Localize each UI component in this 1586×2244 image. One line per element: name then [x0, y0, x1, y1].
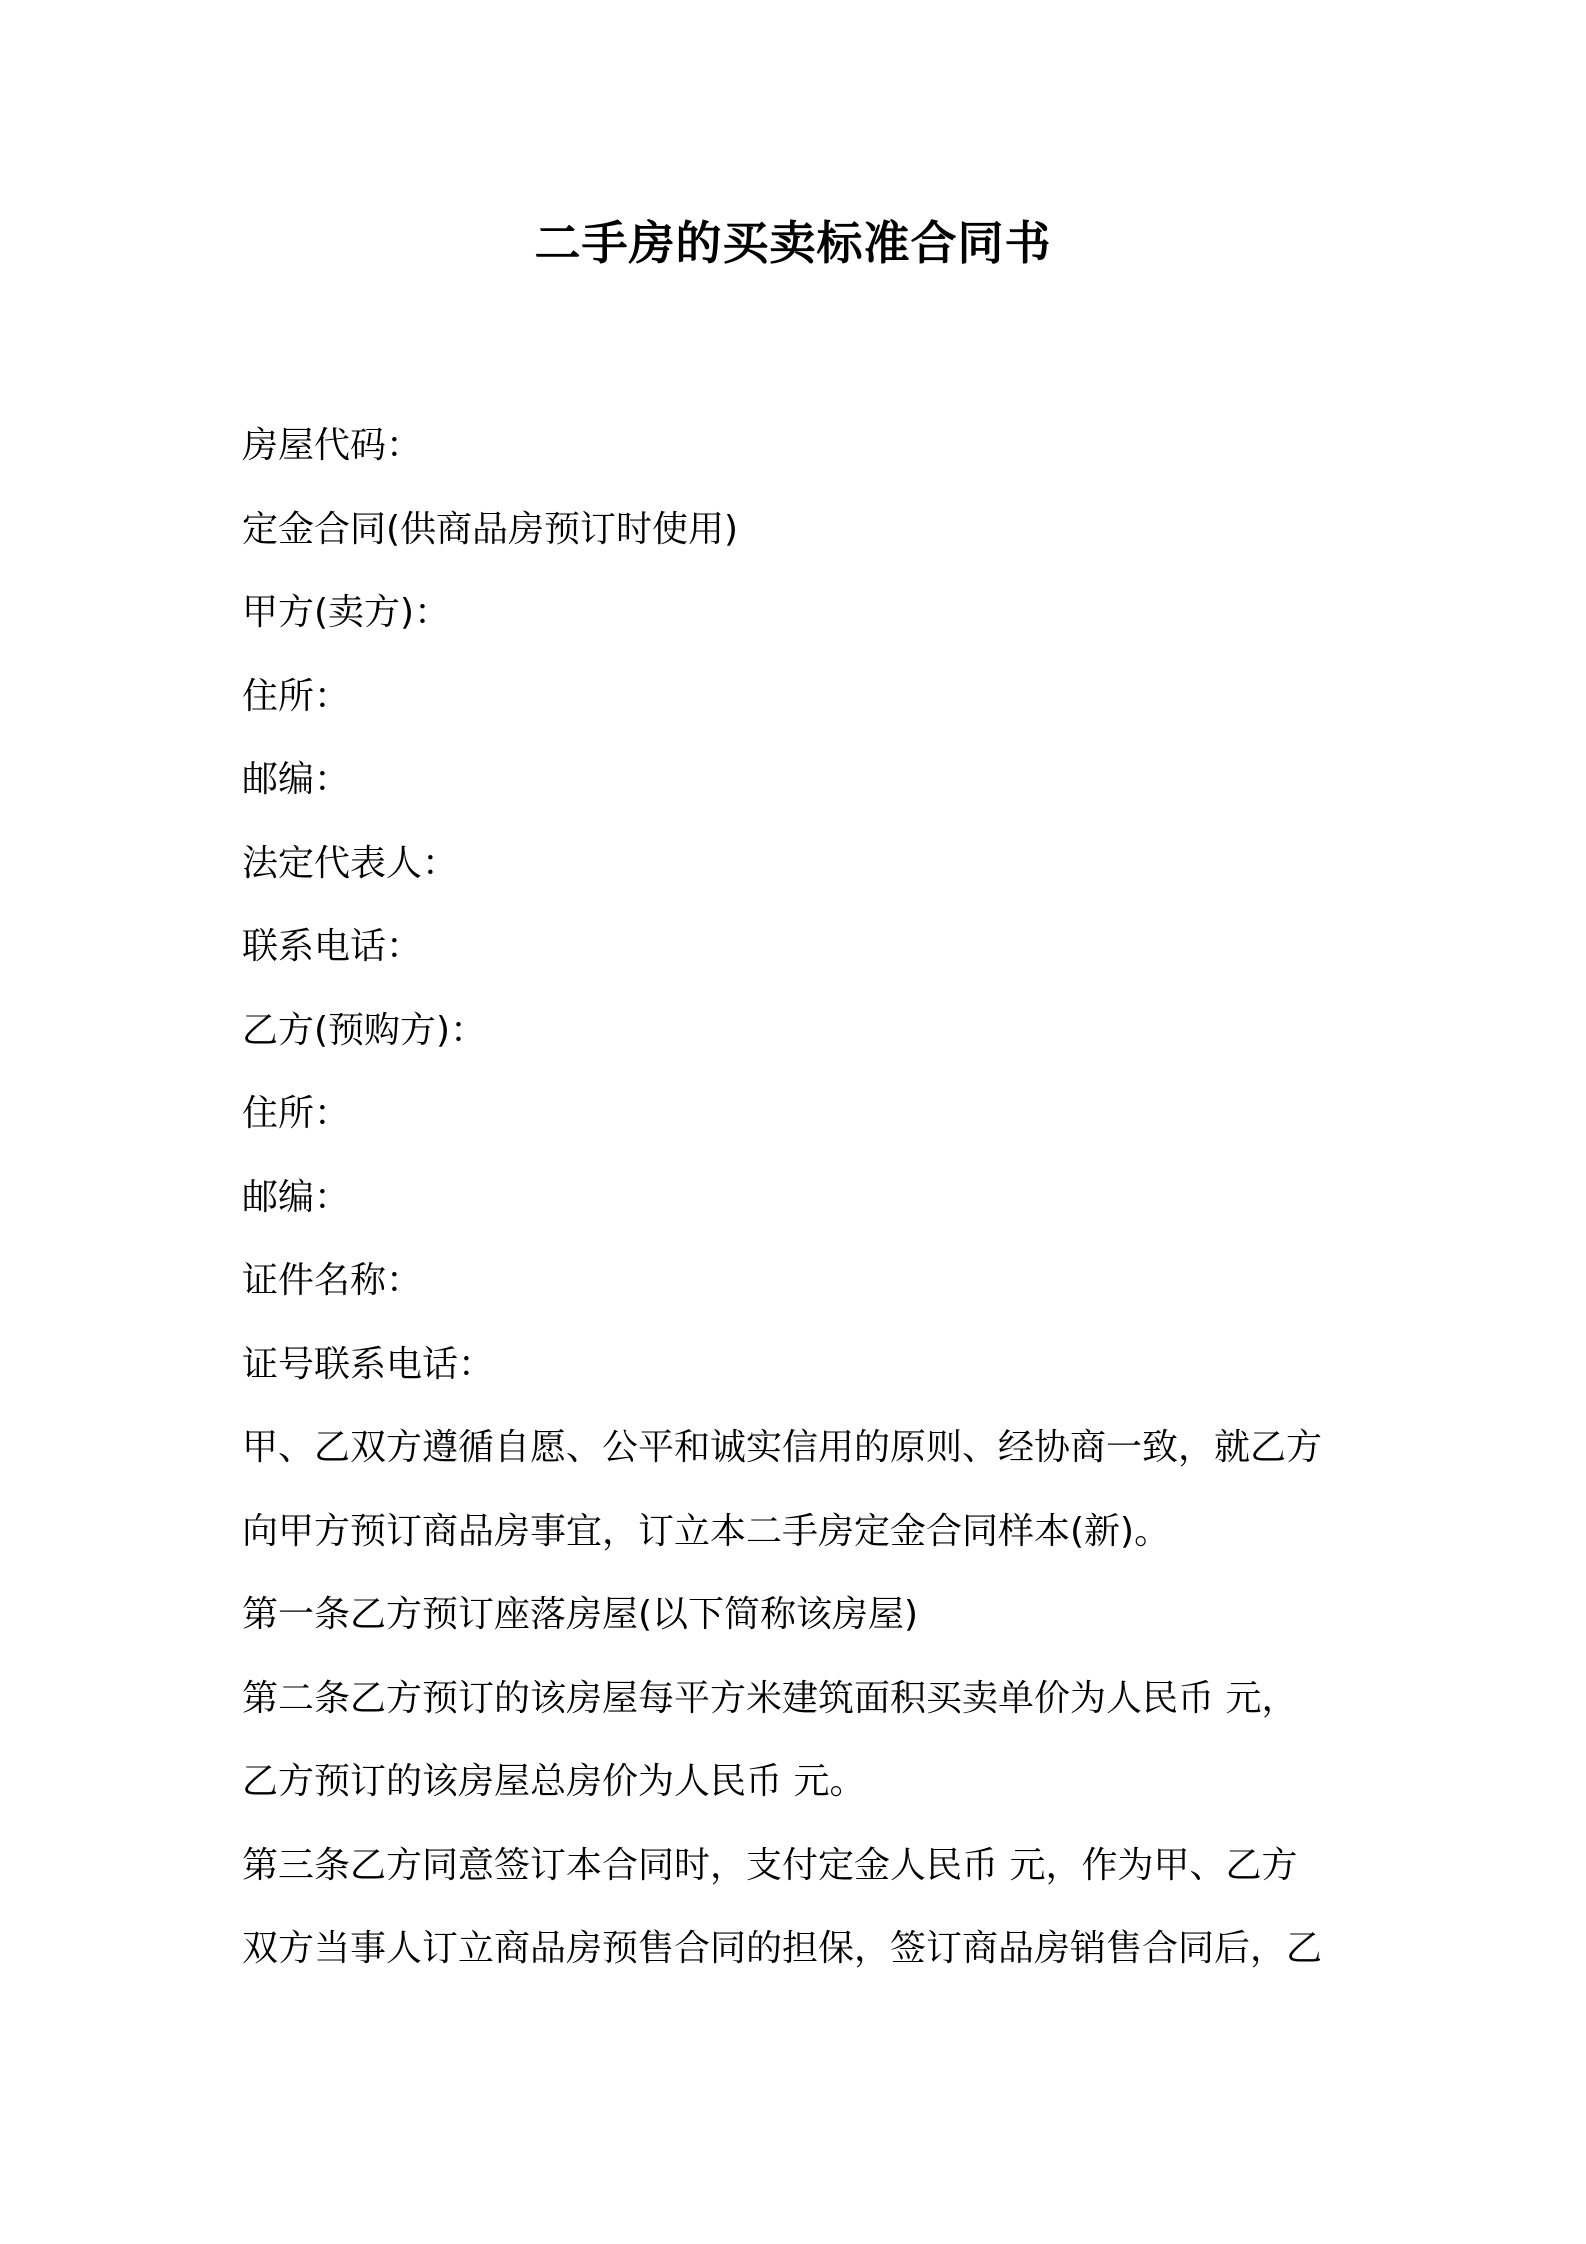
article-3-line-2: 双方当事人订立商品房预售合同的担保，签订商品房销售合同后，乙	[242, 1928, 1323, 1969]
field-legal-representative: 法定代表人：	[242, 842, 459, 884]
field-house-code: 房屋代码：	[242, 425, 423, 466]
contract-subtitle: 定金合同(供商品房预订时使用)	[242, 508, 739, 550]
document-body	[242, 404, 1362, 1991]
article-2-line-1: 第二条乙方预订的该房屋每平方米建筑面积买卖单价为人民币 元，	[242, 1677, 1298, 1719]
article-2-line-2: 乙方预订的该房屋总房价为人民币 元。	[242, 1761, 866, 1802]
document-title: 二手房的买卖标准合同书	[534, 216, 1052, 270]
field-party-b: 乙方(预购方)：	[242, 1009, 487, 1051]
article-1: 第一条乙方预订座落房屋(以下简称该房屋)	[242, 1594, 919, 1635]
field-party-b-address: 住所：	[242, 1093, 351, 1134]
field-party-a-phone: 联系电话：	[242, 926, 423, 967]
article-3-line-1: 第三条乙方同意签订本合同时，支付定金人民币 元，作为甲、乙方	[242, 1844, 1298, 1886]
field-party-a-postcode: 邮编：	[242, 759, 351, 800]
preamble-line-1: 甲、乙双方遵循自愿、公平和诚实信用的原则、经协商一致，就乙方	[242, 1427, 1323, 1468]
preamble-line-2: 向甲方预订商品房事宜，订立本二手房定金合同样本(新)。	[242, 1510, 1171, 1552]
field-party-a-address: 住所：	[242, 675, 351, 717]
field-party-a: 甲方(卖方)：	[242, 592, 451, 633]
field-party-b-postcode: 邮编：	[242, 1176, 351, 1218]
field-id-number-phone: 证号联系电话：	[242, 1343, 495, 1385]
field-id-document-name: 证件名称：	[242, 1260, 423, 1301]
